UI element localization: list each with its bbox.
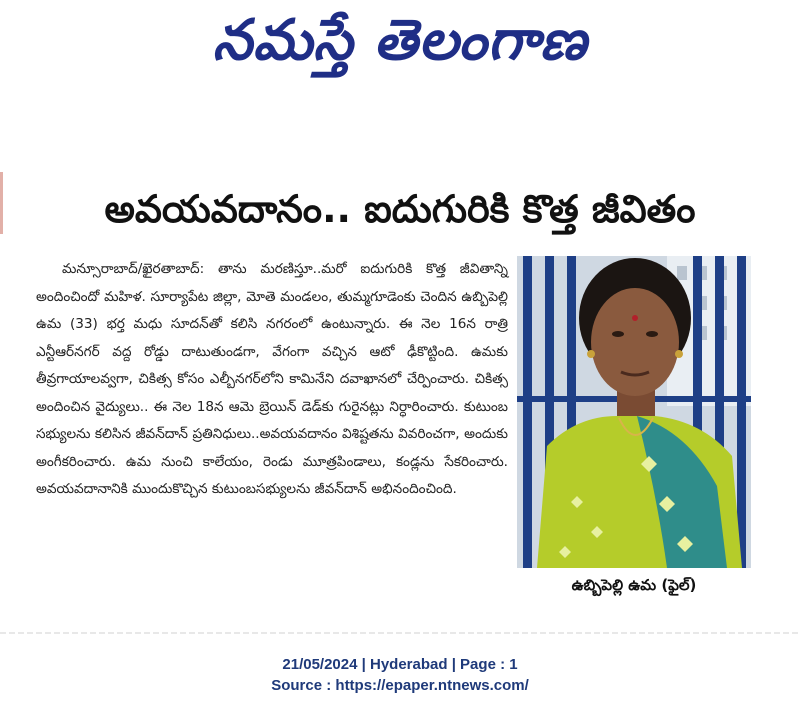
edition-info: 21/05/2024 | Hyderabad | Page : 1 [282,656,518,673]
source-link[interactable]: Source : https://epaper.ntnews.com/ [271,677,529,694]
article-photo [517,256,751,568]
margin-mark [0,172,3,234]
newspaper-logo: నమస్తే తెలంగాణ [212,8,588,73]
article-headline: అవయవదానం.. ఐదుగురికి కొత్త జీవితం [104,187,696,231]
article-body: మన్సూరాబాద్/ఖైరతాబాద్: తాను మరణిస్తూ..మరో ఐదుగురికి కొత్త జీవితాన్ని అందించిందో మహిళ. సూర్యాపేట జిల్లా, మోతె మండలం, తుమ్మగూడెంకు చెందిన ఉబ్బిపెల్లి ఉమ (33) భర్త మధు సూదన్‌తో కలిసి నగరంలో ఉంటున్నారు. ఈ నెల 16న రాత్రి ఎన్టీఆర్‌నగర్ వద్ద రోడ్డు దాటుతుండగా, వేగంగా వచ్చిన ఆటో ఢీకొట్టింది. ఉమకు తీవ్రగాయాలవ్వగా, చికిత్స కోసం ఎల్బీనగర్‌లోని కామినేని దవాఖానలో చేర్పించారు. చికిత్స అందించిన వైద్యులు.. ఈ నెల 18న ఆమె బ్రెయిన్ డెడ్‌కు గురైనట్లు నిర్ధారించారు. కుటుంబ సభ్యులను కలిసిన జీవన్‌దాన్ ప్రతినిధులు..అవయవదానం విశిష్టతను వివరించగా, అందుకు అంగీకరించారు. ఉమ నుంచి కాలేయం, రెండు మూత్రపిండాలు, కండ్లను సేకరించారు. అవయవదానానికి ముందుకొచ్చిన కుటుంబసభ్యులను జీవన్‌దాన్ అభినందించింది. [36,261,508,497]
masthead [0,0,800,84]
footer [0,654,800,696]
divider [0,632,800,634]
photo-caption: ఉబ్బిపెల్లి ఉమ (ఫైల్) [571,576,697,594]
portrait-image [517,256,751,568]
